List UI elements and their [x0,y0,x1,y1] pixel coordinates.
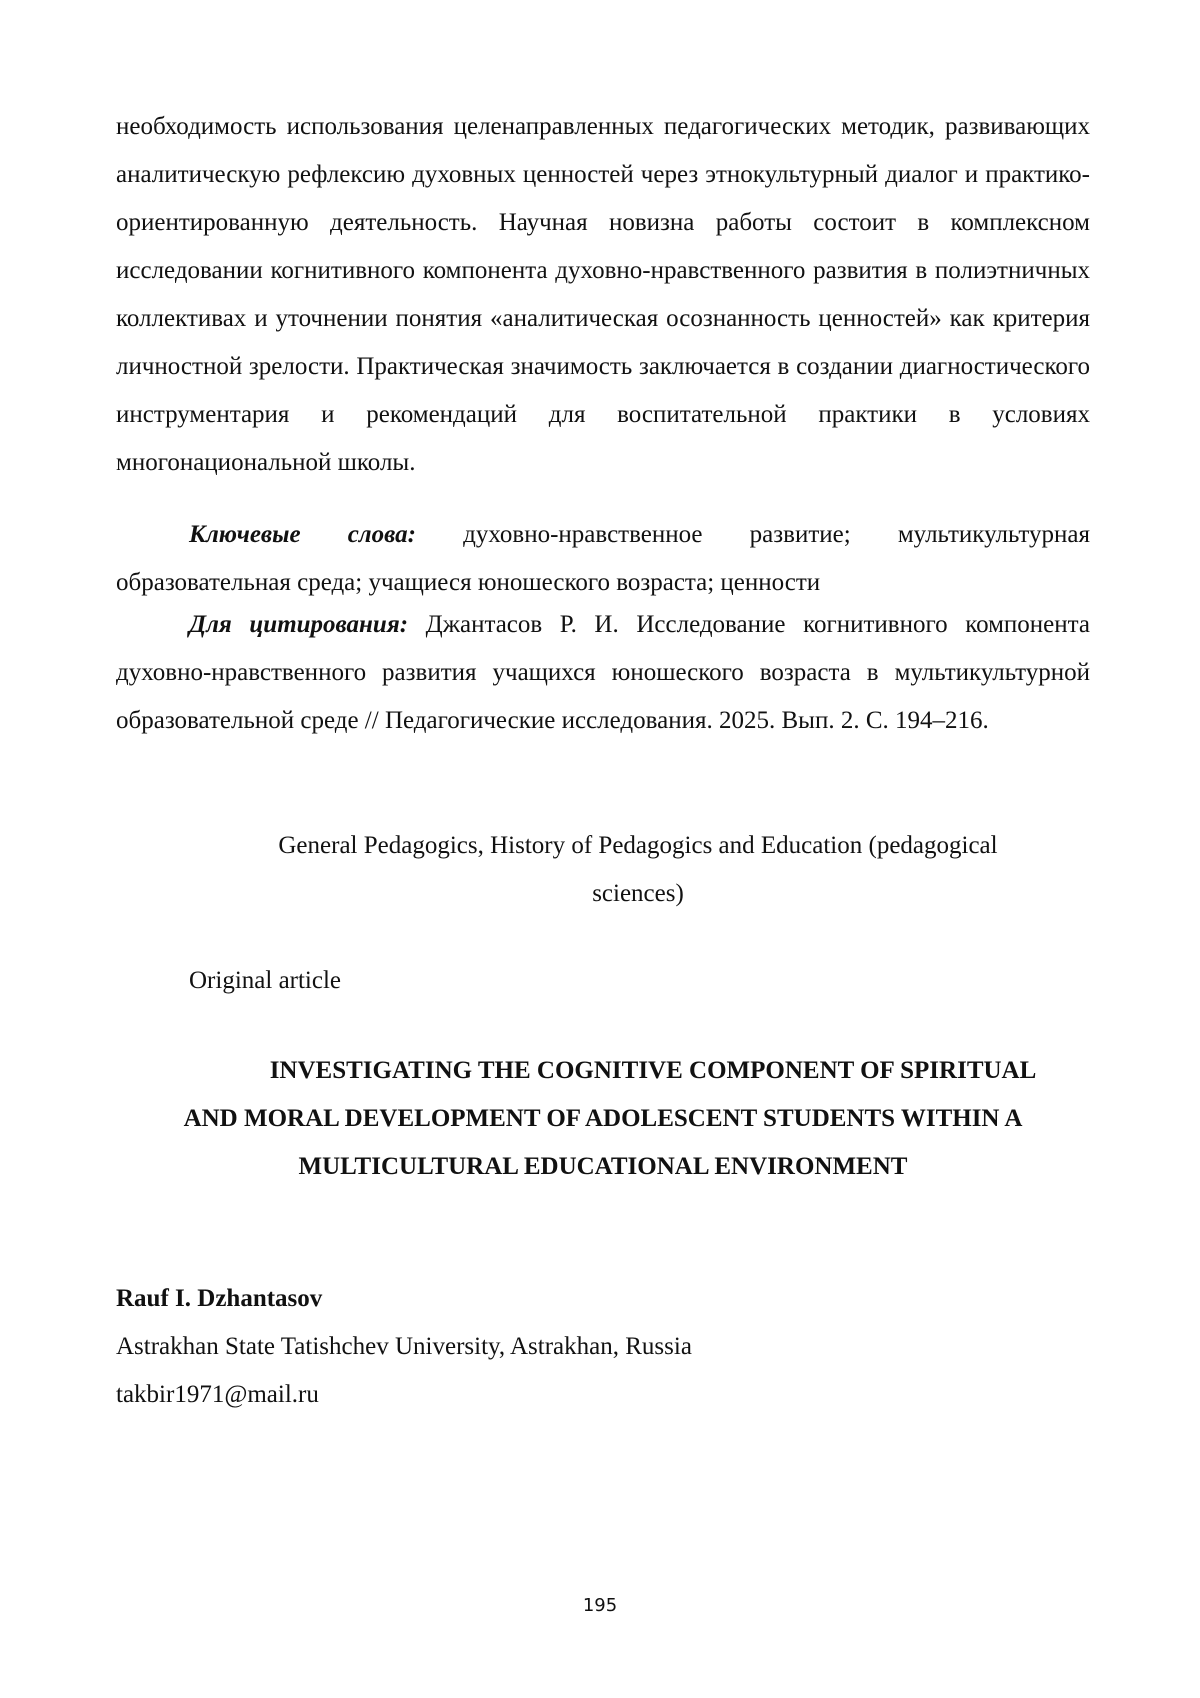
keywords-label: Ключевые слова: [189,521,416,548]
keywords-text: духовно-нравственное развитие; мультикультурная образовательная среда; учащиеся юношеского возраста; ценности [116,521,1090,596]
citation-paragraph [116,601,1090,745]
author-affiliation: Astrakhan State Tatishchev University, Astrakhan, Russia [116,1333,692,1360]
author-email[interactable]: takbir1971@mail.ru [116,1381,319,1408]
title-line-1: INVESTIGATING THE COGNITIVE COMPONENT OF SPIRITUAL [269,1057,1037,1084]
title-line-3: MULTICULTURAL EDUCATIONAL ENVIRONMENT [298,1153,908,1180]
title-line-2: AND MORAL DEVELOPMENT OF ADOLESCENT STUDENTS WITHIN A [183,1105,1023,1132]
page-number: 195 [582,1595,618,1616]
author-name: Rauf I. Dzhantasov [116,1285,323,1312]
keywords-paragraph [116,511,1090,607]
subject-line-1: General Pedagogics, History of Pedagogics and Education (pedagogical [278,832,998,859]
citation-text: Джантасов Р. И. Исследование когнитивного компонента духовно-нравственного развития учащихся юношеского возраста в мультикультурной образовательной среде // Педагогические исследования. 2025. Вып. 2. С. 194–216. [116,611,1090,734]
subject-line-2: sciences) [592,880,684,907]
citation-label: Для цитирования: [189,611,409,638]
abstract-continuation: необходимость использования целенаправленных педагогических методик, развивающих аналитическую рефлексию духовных ценностей через этнокультурный диалог и практико-ориентированную деятельность. Научная новизна работы состоит в комплексном исследовании когнитивного компонента духовно-нравственного развития в полиэтничных коллективах и уточнении понятия «аналитическая осознанность ценностей» как критерия личностной зрелости. Практическая значимость заключается в создании диагностического инструментария и рекомендаций для воспитательной практики в условиях многонациональной школы. [116,113,1090,476]
subject-area [186,822,1090,918]
author-block [116,1275,1090,1419]
article-title [116,1047,1090,1191]
article-type: Original article [189,967,342,994]
